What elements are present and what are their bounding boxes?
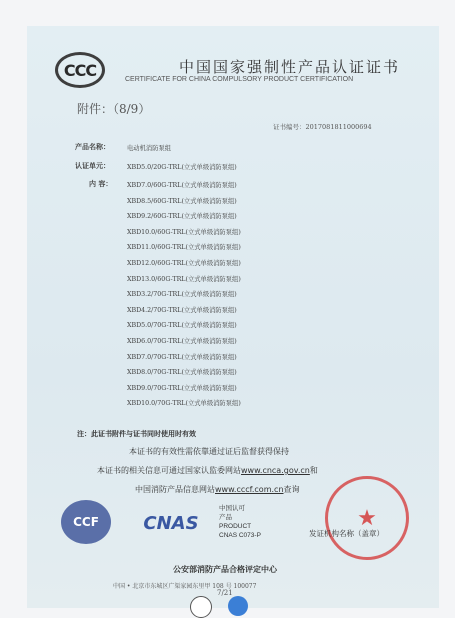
ccf-logo: CCF bbox=[61, 500, 111, 544]
content-item: XBD8.5/60G-TRL(立式单级消防泵组) bbox=[127, 197, 237, 205]
accreditation-text bbox=[219, 504, 261, 540]
acc-line: 中国认可 bbox=[219, 505, 245, 512]
certificate-page bbox=[27, 26, 439, 608]
product-name-value: 电动机消防泵组 bbox=[127, 145, 172, 152]
query-suffix-2: 查询 bbox=[283, 485, 300, 494]
content-item: XBD10.0/70G-TRL(立式单级消防泵组) bbox=[127, 400, 241, 408]
prev-page-button[interactable] bbox=[190, 596, 212, 618]
issuing-org: 公安部消防产品合格评定中心 bbox=[173, 565, 277, 574]
ccc-logo: CCC bbox=[55, 52, 105, 88]
attachment-note: 注：此证书附件与证书同时使用时有效 bbox=[77, 430, 196, 438]
content-item: XBD10.0/60G-TRL(立式单级消防泵组) bbox=[127, 228, 241, 236]
content-item: XBD11.0/60G-TRL(立式单级消防泵组) bbox=[127, 244, 241, 252]
org-address: 中国 • 北京市东城区广渠家园东里甲 108 号 100077 bbox=[113, 583, 257, 590]
acc-line: CNAS C073-P bbox=[219, 532, 261, 539]
acc-line: PRODUCT bbox=[219, 523, 252, 530]
content-item: XBD12.0/60G-TRL(立式单级消防泵组) bbox=[127, 260, 241, 267]
query-line-2 bbox=[135, 484, 300, 495]
cccf-link[interactable]: www.cccf.com.cn bbox=[215, 485, 284, 494]
content-item: XBD7.0/60G-TRL(立式单级消防泵组) bbox=[127, 182, 237, 189]
certificate-title-en: CERTIFICATE FOR CHINA COMPULSORY PRODUCT CERTIFICATION bbox=[125, 76, 354, 83]
content-item: XBD13.0/60G-TRL(立式单级消防泵组) bbox=[127, 275, 241, 283]
acc-line: 产品 bbox=[219, 514, 232, 521]
content-item: XBD6.0/70G-TRL(立式单级消防泵组) bbox=[127, 338, 237, 345]
star-icon: ★ bbox=[357, 505, 377, 531]
product-name-label: 产品名称： bbox=[75, 143, 110, 151]
official-seal-icon bbox=[325, 476, 409, 560]
content-item: XBD5.0/70G-TRL(立式单级消防泵组) bbox=[127, 322, 237, 330]
issuer-signature-label: 发证机构名称（盖章） bbox=[309, 529, 384, 538]
query-line-1 bbox=[97, 465, 318, 476]
certificate-title-cn: 中国国家强制性产品认证证书 bbox=[179, 58, 401, 76]
content-item: XBD8.0/70G-TRL(立式单级消防泵组) bbox=[127, 369, 237, 377]
query-prefix-1: 本证书的相关信息可通过国家认监委网站 bbox=[97, 466, 241, 475]
validity-line: 本证书的有效性需依靠通过证后监督获得保持 bbox=[129, 447, 289, 456]
cert-unit-first: XBD5.0/20G-TRL(立式单级消防泵组) bbox=[127, 164, 237, 171]
cnca-link[interactable]: www.cnca.gov.cn bbox=[241, 466, 310, 475]
content-item: XBD9.0/70G-TRL(立式单级消防泵组) bbox=[127, 384, 237, 392]
query-suffix-1: 和 bbox=[309, 466, 318, 475]
page-number: 7/21 bbox=[217, 589, 233, 597]
certificate-number: 证书编号：2017081811000694 bbox=[273, 123, 372, 131]
query-prefix-2: 中国消防产品信息网站 bbox=[135, 485, 215, 494]
content-label: 内 容： bbox=[89, 180, 113, 188]
attachment-number: 附件：（8/9） bbox=[77, 102, 151, 116]
content-item: XBD7.0/70G-TRL(立式单级消防泵组) bbox=[127, 353, 237, 361]
content-item: XBD9.2/60G-TRL(立式单级消防泵组) bbox=[127, 213, 237, 221]
next-page-button[interactable] bbox=[228, 596, 248, 616]
cnas-logo: CNAS bbox=[143, 512, 199, 534]
cert-unit-label: 认证单元： bbox=[75, 162, 110, 170]
content-item: XBD3.2/70G-TRL(立式单级消防泵组) bbox=[127, 291, 237, 299]
content-item: XBD4.2/70G-TRL(立式单级消防泵组) bbox=[127, 306, 237, 314]
